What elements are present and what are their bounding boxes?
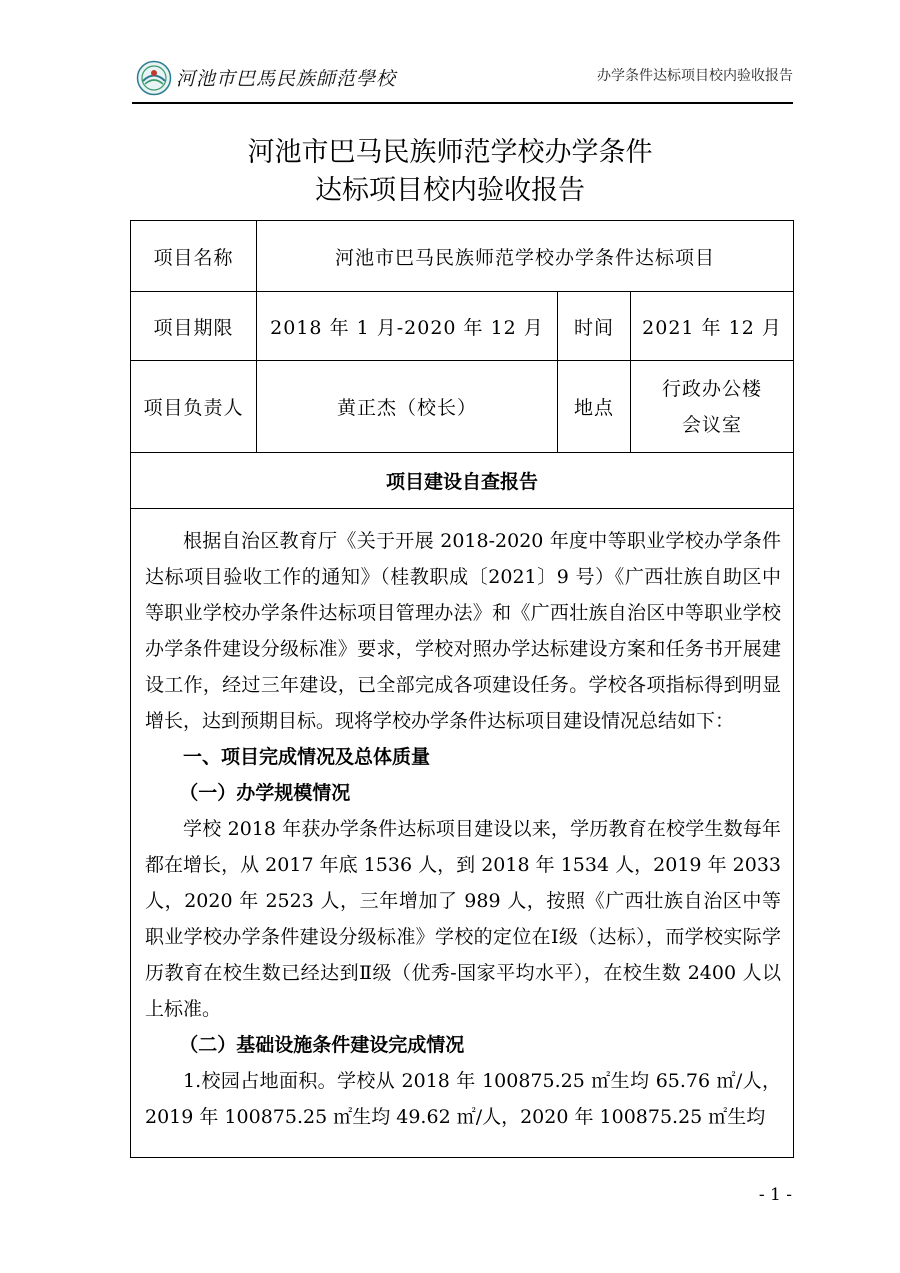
- page-header: [132, 56, 793, 102]
- location-value-line1: 行政办公楼: [662, 377, 763, 400]
- time-value: 2021 年 12 月: [631, 292, 794, 361]
- heading-completion: 一、项目完成情况及总体质量: [183, 746, 431, 768]
- heading-infrastructure: （二）基础设施条件建设完成情况: [179, 1034, 465, 1056]
- project-name-value: 河池市巴马民族师范学校办学条件达标项目: [257, 221, 794, 292]
- time-label: 时间: [558, 292, 631, 361]
- location-value: [631, 361, 794, 453]
- project-name-label: 项目名称: [131, 221, 257, 292]
- section-title: 项目建设自查报告: [131, 453, 794, 509]
- school-logo-icon: [136, 60, 172, 96]
- row-leader: [131, 361, 794, 453]
- period-label: 项目期限: [131, 292, 257, 361]
- row-report-body: [131, 509, 794, 1158]
- acceptance-form-table: [130, 220, 794, 1158]
- paragraph-campus-area: 1.校园占地面积。学校从 2018 年 100875.25 ㎡生均 65.76 ㎡/人，2019 年 100875.25 ㎡生均 49.62 ㎡/人，2020 年 100875.25 ㎡生均: [145, 1070, 782, 1128]
- document-title-line2: 达标项目校内验收报告: [315, 175, 585, 206]
- leader-label: 项目负责人: [131, 361, 257, 453]
- row-project-name: [131, 221, 794, 292]
- period-value: 2018 年 1 月-2020 年 12 月: [257, 292, 558, 361]
- document-title-line1: 河池市巴马民族师范学校办学条件: [247, 137, 653, 168]
- location-value-line2: 会议室: [682, 413, 743, 436]
- location-label: 地点: [558, 361, 631, 453]
- paragraph-scale: 学校 2018 年获办学条件达标项目建设以来，学历教育在校学生数每年都在增长，从 2017 年底 1536 人，到 2018 年 1534 人，2019 年 2033 人，2020 年 2523 人，三年增加了 989 人，按照《广西壮族自治区中等职业学校办学条件建设分级标准》学校的定位在Ⅰ级（达标），而学校实际学历教育在校生数已经达到Ⅱ级（优秀-国家平均水平），在校生数 2400 人以上标准。: [145, 818, 782, 1020]
- header-divider: [132, 102, 793, 104]
- leader-value: 黄正杰（校长）: [257, 361, 558, 453]
- report-body-cell: [131, 509, 794, 1158]
- paragraph-intro: 根据自治区教育厅《关于开展 2018-2020 年度中等职业学校办学条件达标项目验收工作的通知》（桂教职成〔2021〕9 号）《广西壮族自助区中等职业学校办学条件达标项目管理办法》和《广西壮族自治区中等职业学校办学条件建设分级标准》要求，学校对照办学达标建设方案和任务书开展建设工作，经过三年建设，已全部完成各项建设任务。学校各项指标得到明显增长，达到预期目标。现将学校办学条件达标项目建设情况总结如下：: [145, 530, 782, 732]
- row-section-title: [131, 453, 794, 509]
- row-period: [131, 292, 794, 361]
- heading-scale: （一）办学规模情况: [179, 782, 351, 804]
- report-short-title: 办学条件达标项目校内验收报告: [597, 68, 793, 84]
- school-name: 河池市巴馬民族師范學校: [176, 68, 397, 90]
- page-number: - 1 -: [758, 1185, 792, 1205]
